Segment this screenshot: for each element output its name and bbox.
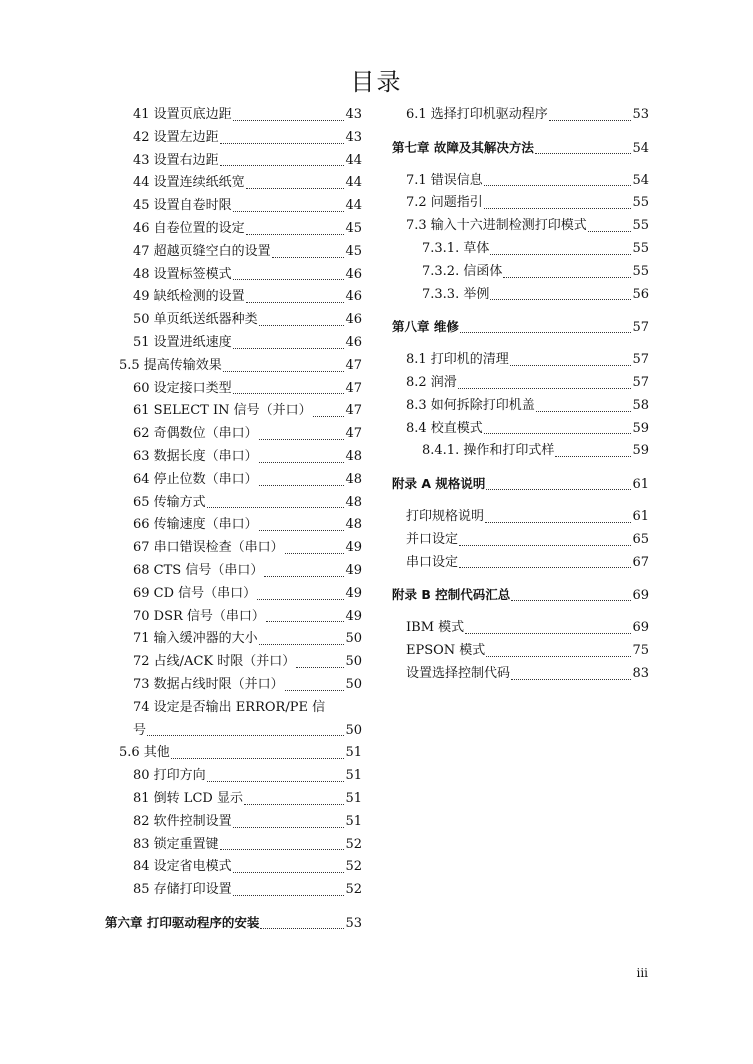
toc-appendix[interactable]: 附录 A 规格说明 61 (392, 476, 649, 493)
toc-entry[interactable]: 61 SELECT IN 信号（并口） 47 (133, 403, 362, 419)
toc-section[interactable]: 7.1 错误信息 54 (406, 172, 649, 188)
toc-subsection[interactable]: 8.4.1. 操作和打印式样 59 (422, 443, 649, 459)
toc-section[interactable]: 7.2 问题指引 55 (406, 195, 649, 211)
toc-entry[interactable]: 62 奇偶数位（串口） 47 (133, 426, 362, 442)
toc-entry[interactable]: 72 占线/ACK 时限（并口） 50 (133, 654, 362, 670)
toc-entry[interactable]: 42 设置左边距 43 (133, 129, 362, 145)
toc-entry[interactable]: 65 传输方式 48 (133, 494, 362, 510)
toc-section[interactable]: 打印规格说明 61 (406, 508, 649, 524)
toc-left-column (105, 104, 362, 935)
toc-subsection[interactable]: 7.3.1. 草体 55 (422, 240, 649, 256)
toc-appendix[interactable]: 附录 B 控制代码汇总 69 (392, 587, 649, 604)
toc-entry[interactable]: 82 软件控制设置 51 (133, 813, 362, 829)
toc-entry[interactable]: 41 设置页底边距 43 (133, 107, 362, 122)
toc-section[interactable]: 设置选择控制代码 83 (406, 665, 649, 681)
toc-entry[interactable]: 45 设置自卷时限 44 (133, 198, 362, 214)
toc-right-column (392, 104, 649, 686)
toc-entry[interactable]: 68 CTS 信号（串口） 49 (133, 562, 362, 578)
toc-entry[interactable]: 50 单页纸送纸器种类 46 (133, 312, 362, 328)
toc-entry[interactable]: 47 超越页缝空白的设置 45 (133, 243, 362, 259)
toc-entry[interactable]: 70 DSR 信号（串口） 49 (133, 608, 362, 624)
toc-entry-line2[interactable]: 号 50 (133, 722, 362, 738)
toc-entry[interactable]: 64 停止位数（串口） 48 (133, 471, 362, 487)
toc-entry[interactable]: 71 输入缓冲器的大小 50 (133, 631, 362, 647)
toc-entry[interactable]: 63 数据长度（串口） 48 (133, 448, 362, 464)
toc-entry[interactable]: 84 设定省电模式 52 (133, 859, 362, 875)
toc-section[interactable]: 8.1 打印机的清理 57 (406, 352, 649, 368)
toc-section[interactable]: EPSON 模式 75 (406, 642, 649, 658)
page-number: iii (636, 966, 648, 980)
toc-section[interactable]: 8.4 校直模式 59 (406, 420, 649, 436)
toc-entry[interactable]: 51 设置进纸速度 46 (133, 334, 362, 350)
toc-entry[interactable]: 83 锁定重置键 52 (133, 836, 362, 852)
toc-entry[interactable]: 43 设置右边距 44 (133, 152, 362, 168)
toc-entry[interactable]: 73 数据占线时限（并口） 50 (133, 676, 362, 692)
toc-entry-line1[interactable]: 74 设定是否输出 ERROR/PE 信 (133, 699, 326, 715)
toc-subsection[interactable]: 7.3.3. 举例 56 (422, 286, 649, 302)
toc-entry[interactable]: 60 设定接口类型 47 (133, 380, 362, 396)
toc-section[interactable]: 5.6 其他 51 (119, 745, 362, 761)
toc-entry[interactable]: 49 缺纸检测的设置 46 (133, 289, 362, 305)
toc-section[interactable]: IBM 模式 69 (406, 620, 649, 636)
toc-section[interactable]: 6.1 选择打印机驱动程序 53 (406, 107, 649, 122)
toc-entry[interactable]: 46 自卷位置的设定 45 (133, 220, 362, 236)
toc-entry[interactable]: 69 CD 信号（串口） 49 (133, 585, 362, 601)
toc-entry[interactable]: 48 设置标签模式 46 (133, 266, 362, 282)
toc-entry[interactable]: 81 倒转 LCD 显示 51 (133, 790, 362, 806)
toc-section[interactable]: 8.3 如何拆除打印机盖 58 (406, 397, 649, 413)
toc-chapter[interactable]: 第六章 打印驱动程序的安装 53 (105, 914, 362, 931)
toc-entry[interactable]: 44 设置连续纸纸宽 44 (133, 175, 362, 191)
toc-entry[interactable]: 66 传输速度（串口） 48 (133, 517, 362, 533)
toc-section[interactable]: 8.2 润滑 57 (406, 374, 649, 390)
toc-entry[interactable]: 67 串口错误检查（串口） 49 (133, 540, 362, 556)
toc-entry[interactable]: 80 打印方向 51 (133, 768, 362, 784)
toc-subsection[interactable]: 7.3.2. 信函体 55 (422, 263, 649, 279)
toc-section[interactable]: 5.5 提高传输效果 47 (119, 357, 362, 373)
page-title: 目录 (350, 68, 403, 96)
toc-section[interactable]: 并口设定 65 (406, 531, 649, 547)
toc-entry[interactable]: 85 存储打印设置 52 (133, 882, 362, 898)
toc-chapter[interactable]: 第八章 维修 57 (392, 319, 649, 336)
toc-section[interactable]: 7.3 输入十六进制检测打印模式 55 (406, 218, 649, 234)
toc-section[interactable]: 串口设定 67 (406, 554, 649, 570)
toc-chapter[interactable]: 第七章 故障及其解决方法 54 (392, 139, 649, 156)
